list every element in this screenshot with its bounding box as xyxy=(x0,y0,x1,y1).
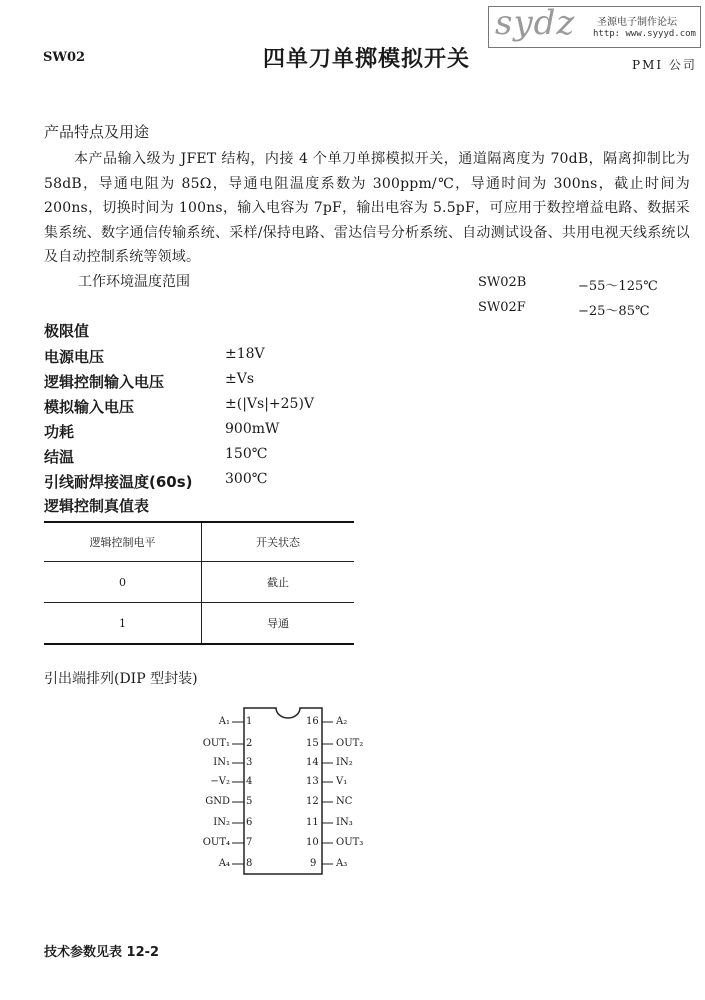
pin-name-right: A₂ xyxy=(336,716,348,727)
limit-value: 150℃ xyxy=(225,446,268,462)
pin-name-left: IN₁ xyxy=(213,757,230,768)
pin-name-left: OUT₁ xyxy=(202,738,230,749)
limit-label: 电源电压 xyxy=(44,348,105,366)
pin-name-right: OUT₂ xyxy=(336,738,364,749)
footer-reference: 技术参数见表 12-2 xyxy=(44,945,160,960)
pin-number: 7 xyxy=(246,837,253,848)
pin-name-left: −V₂ xyxy=(210,776,230,787)
limit-label: 结温 xyxy=(44,448,75,466)
pin-number: 5 xyxy=(246,796,253,807)
pin-number: 3 xyxy=(246,757,253,768)
pin-name-right: IN₃ xyxy=(336,817,353,828)
limit-label: 功耗 xyxy=(44,423,75,441)
truth-table-heading: 逻辑控制真值表 xyxy=(44,497,150,515)
pin-name-right: NC xyxy=(336,796,353,807)
limits-heading: 极限值 xyxy=(44,322,90,340)
pin-name-right: V₁ xyxy=(336,776,348,787)
pin-name-left: GND xyxy=(205,796,230,807)
limit-value: ±(|Vs|+25)V xyxy=(225,396,315,412)
limit-label: 模拟输入电压 xyxy=(44,398,135,416)
watermark-url: http: www.syyyd.com xyxy=(593,29,696,39)
pin-number: 12 xyxy=(306,796,319,807)
temp-model-f: SW02F xyxy=(478,300,526,315)
table-cell: 截止 xyxy=(202,562,355,603)
pin-name-left: A₁ xyxy=(218,716,230,727)
page-title: 四单刀单掷模拟开关 xyxy=(263,47,471,72)
pin-name-left: IN₂ xyxy=(213,817,230,828)
limit-value: ±18V xyxy=(225,346,265,362)
temp-range-f: −25～85℃ xyxy=(578,304,650,319)
operating-temp-label: 工作环境温度范围 xyxy=(78,274,190,290)
pin-number: 10 xyxy=(306,837,319,848)
pin-number: 6 xyxy=(246,817,253,828)
pin-name-right: A₃ xyxy=(336,858,348,869)
table-cell: 1 xyxy=(44,603,202,645)
limit-value: 300℃ xyxy=(225,471,268,487)
manufacturer: PMI 公司 xyxy=(632,58,697,72)
pin-number: 2 xyxy=(246,738,253,749)
pinout-heading: 引出端排列(DIP 型封装) xyxy=(44,671,198,687)
temp-range-b: −55～125℃ xyxy=(578,279,658,294)
pin-number: 11 xyxy=(306,817,319,828)
pin-number: 4 xyxy=(246,776,253,787)
column-header: 逻辑控制电平 xyxy=(44,522,202,562)
pin-number: 9 xyxy=(310,858,317,869)
pin-name-left: OUT₄ xyxy=(202,837,230,848)
pin-number: 8 xyxy=(246,858,253,869)
limit-label: 逻辑控制输入电压 xyxy=(44,373,165,391)
pin-number: 16 xyxy=(306,716,319,727)
table-cell: 0 xyxy=(44,562,202,603)
watermark-site-name: 圣源电子制作论坛 xyxy=(597,17,677,28)
pin-name-right: IN₂ xyxy=(336,757,353,768)
limit-value: ±Vs xyxy=(225,371,255,387)
pin-name-right: OUT₃ xyxy=(336,837,364,848)
pin-name-left: A₄ xyxy=(218,858,230,869)
column-header: 开关状态 xyxy=(202,522,355,562)
pin-number: 13 xyxy=(306,776,319,787)
table-cell: 导通 xyxy=(202,603,355,645)
features-paragraph: 本产品输入级为 JFET 结构，内接 4 个单刀单掷模拟开关，通道隔离度为 70dB，隔离抑制比为 58dB，导通电阻为 85Ω，导通电阻温度系数为 300ppm/℃，导通时间为 300ns，截止时间为 200ns，切换时间为 100ns，输入电容为 7pF，输出电容为 5.5pF，可应用于数控增益电路、数据采集系统、数字通信传输系统、采样/保持电路、雷达信号分析系统、自动测试设备、共用电视天线系统以及自动控制系统等领域。 xyxy=(44,151,690,265)
features-heading: 产品特点及用途 xyxy=(44,123,150,141)
pin-number: 1 xyxy=(246,716,253,727)
pin-number: 14 xyxy=(306,757,319,768)
pin-number: 15 xyxy=(306,738,319,749)
watermark-logo: sydz xyxy=(495,3,576,43)
model-code: SW02 xyxy=(43,50,86,65)
limit-value: 900mW xyxy=(225,421,280,437)
temp-model-b: SW02B xyxy=(478,275,527,290)
limit-label: 引线耐焊接温度(60s) xyxy=(44,473,193,491)
